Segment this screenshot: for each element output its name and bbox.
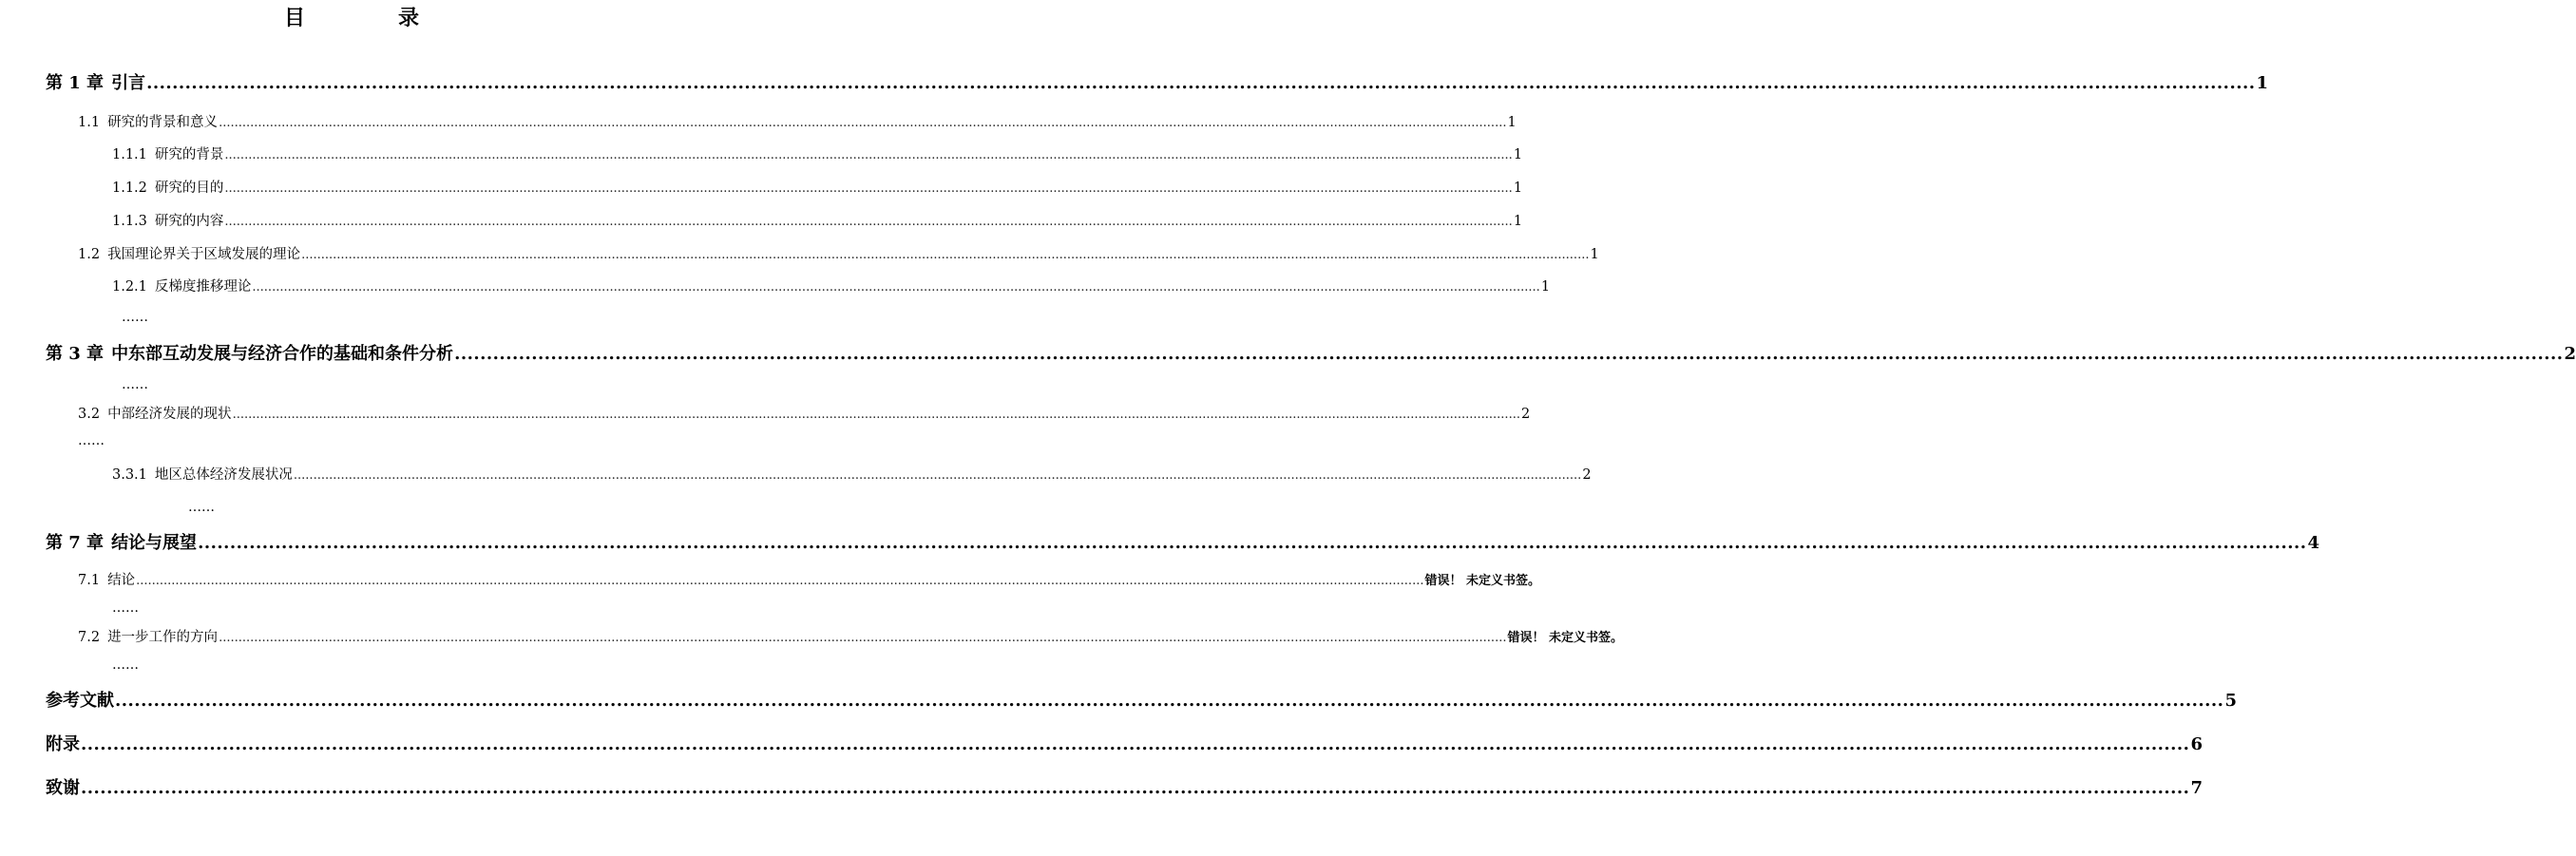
toc-entry-3-3-1[interactable]: [112, 464, 1592, 484]
page-number: 4: [2307, 533, 2320, 553]
toc-entry-chapter-3[interactable]: [46, 340, 2576, 365]
entry-title: 进一步工作的方向: [107, 630, 219, 645]
page-title: 目 录: [283, 6, 455, 30]
ellipsis: ……: [122, 377, 148, 392]
page-number: 2: [2564, 344, 2576, 364]
entry-title: 中部经济发展的现状: [107, 407, 232, 422]
toc-entry-7-1[interactable]: [78, 569, 1540, 589]
entry-title: 地区总体经济发展状况: [154, 467, 293, 483]
page-number: 1: [1540, 279, 1551, 295]
entry-title: 结论与展望: [111, 533, 198, 553]
entry-number: 第 7 章: [46, 533, 105, 553]
page-number: 1: [1513, 181, 1523, 196]
dot-leader: ........................................................................................................................................................................................................................................................................................................................................: [219, 116, 1507, 130]
toc-entry-1-2-1[interactable]: [112, 276, 1551, 295]
toc-entry-1-2[interactable]: [78, 243, 1599, 263]
page-number: 2: [1520, 407, 1531, 422]
entry-number: 1.1: [78, 115, 101, 130]
toc-entry-1-1-3[interactable]: [112, 210, 1523, 230]
dot-leader: ........................................................................................................................................................................................................................................................................................................................................: [454, 344, 2564, 364]
toc-entry-1-1-1[interactable]: [112, 143, 1523, 163]
entry-number: 1.1.2: [112, 181, 147, 196]
dot-leader: ........................................................................................................................................................................................................................................................................................................................................: [293, 468, 1582, 483]
toc-entry-chapter-7[interactable]: [46, 529, 2320, 554]
dot-leader: ........................................................................................................................................................................................................................................................................................................................................: [252, 280, 1540, 295]
dot-leader: ........................................................................................................................................................................................................................................................................................................................................: [224, 215, 1513, 229]
entry-title: 结论: [107, 573, 136, 588]
error-bookmark-text: 错误！ 未定义书签。: [1507, 631, 1623, 645]
ellipsis: ……: [112, 657, 139, 673]
entry-number: 1.1.1: [112, 147, 147, 162]
ellipsis: ……: [78, 433, 105, 448]
dot-leader: ........................................................................................................................................................................................................................................................................................................................................: [115, 691, 2224, 711]
page-number: 2: [1582, 467, 1592, 483]
entry-number: 1.1.3: [112, 214, 147, 229]
toc-entry-acknowledgements[interactable]: [46, 774, 2203, 799]
toc-entry-7-2[interactable]: [78, 626, 1623, 646]
ellipsis: ……: [122, 310, 148, 325]
entry-title: 参考文献: [46, 691, 114, 711]
page-number: 1: [1590, 247, 1599, 262]
toc-entry-3-2[interactable]: [78, 403, 1531, 423]
page-number: 1: [1513, 214, 1523, 229]
entry-title: 致谢: [46, 778, 80, 798]
dot-leader: ........................................................................................................................................................................................................................................................................................................................................: [301, 248, 1590, 262]
dot-leader: ........................................................................................................................................................................................................................................................................................................................................: [219, 631, 1507, 645]
entry-title: 研究的背景和意义: [107, 115, 219, 130]
page-number: 5: [2224, 691, 2237, 711]
entry-title: 研究的目的: [154, 181, 224, 196]
page-number: 1: [1507, 115, 1517, 130]
entry-title: 研究的背景: [154, 147, 224, 162]
page-number: 1: [2256, 73, 2269, 93]
entry-number: 3.3.1: [112, 467, 147, 483]
toc-entry-appendix[interactable]: [46, 731, 2203, 755]
toc-entry-1-1[interactable]: [78, 111, 1517, 131]
toc-entry-1-1-2[interactable]: [112, 177, 1523, 197]
entry-number: 7.1: [78, 573, 101, 588]
entry-number: 1.2: [78, 247, 101, 262]
entry-number: 7.2: [78, 630, 101, 645]
ellipsis: ……: [112, 600, 139, 616]
entry-number: 1.2.1: [112, 279, 147, 295]
dot-leader: ........................................................................................................................................................................................................................................................................................................................................: [136, 574, 1424, 588]
ellipsis: ……: [188, 500, 215, 515]
page-number: 1: [1513, 147, 1523, 162]
entry-title: 反梯度推移理论: [154, 279, 252, 295]
page-number: 7: [2190, 778, 2203, 798]
entry-title: 我国理论界关于区域发展的理论: [107, 247, 301, 262]
entry-title: 研究的内容: [154, 214, 224, 229]
page-number: 6: [2190, 734, 2203, 754]
entry-title: 中东部互动发展与经济合作的基础和条件分析: [111, 344, 454, 364]
dot-leader: ........................................................................................................................................................................................................................................................................................................................................: [81, 734, 2190, 754]
entry-number: 第 1 章: [46, 73, 105, 93]
toc-entry-references[interactable]: [46, 687, 2237, 712]
entry-number: 3.2: [78, 407, 101, 422]
dot-leader: ........................................................................................................................................................................................................................................................................................................................................: [81, 778, 2190, 798]
error-bookmark-text: 错误！ 未定义书签。: [1424, 574, 1540, 588]
entry-number: 第 3 章: [46, 344, 105, 364]
dot-leader: ........................................................................................................................................................................................................................................................................................................................................: [224, 148, 1513, 162]
toc-entry-chapter-1[interactable]: [46, 69, 2269, 94]
dot-leader: ........................................................................................................................................................................................................................................................................................................................................: [232, 408, 1520, 422]
dot-leader: ........................................................................................................................................................................................................................................................................................................................................: [224, 181, 1513, 196]
entry-title: 附录: [46, 734, 80, 754]
dot-leader: ........................................................................................................................................................................................................................................................................................................................................: [146, 73, 2256, 93]
dot-leader: ........................................................................................................................................................................................................................................................................................................................................: [198, 533, 2307, 553]
entry-title: 引言: [111, 73, 146, 93]
